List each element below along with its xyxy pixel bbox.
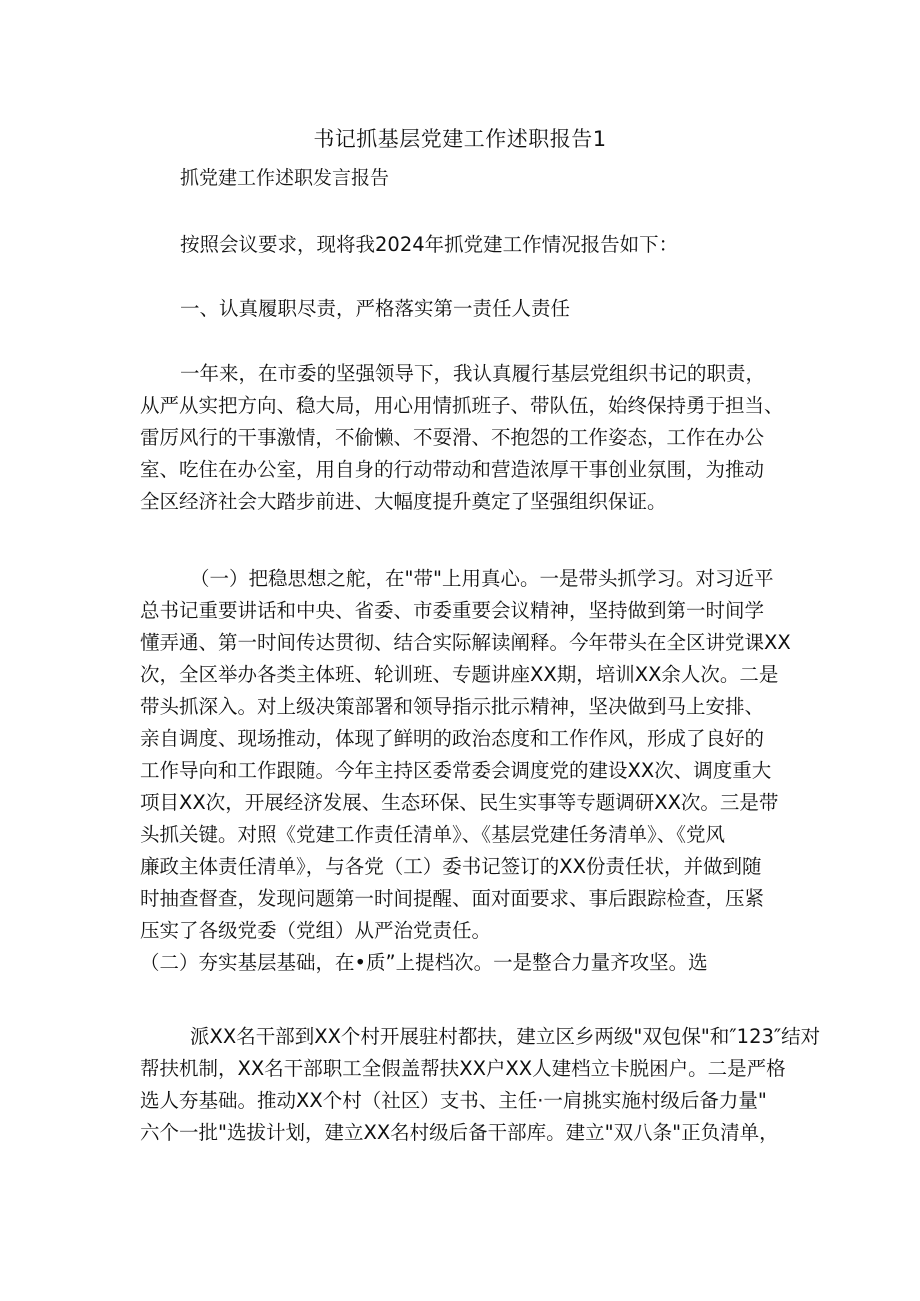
paragraph-line: 从严从实把方向、稳大局，用心用情抓班子、带队伍，始终保持勇于担当、 [140, 394, 784, 417]
paragraph-line: 项目XX次，开展经济发展、生态环保、民生实事等专题调研XX次。三是带 [140, 791, 779, 814]
paragraph-line: 选人夯基础。推动XX个村（社区）支书、主任·一肩挑实施村级后备力量" [140, 1089, 767, 1112]
paragraph-line: 总书记重要讲话和中央、省委、市委重要会议精神，坚持做到第一时间学 [140, 599, 765, 622]
paragraph-line: 时抽查督查，发现问题第一时间提醒、面对面要求、事后跟踪检查，压紧 [140, 887, 765, 910]
paragraph-line: 廉政主体责任清单》，与各党（工）委书记签订的XX份责任状，并做到随 [140, 855, 762, 878]
paragraph-line: 雷厉风行的干事激情，不偷懒、不耍滑、不抱怨的工作姿态，工作在办公 [140, 426, 765, 449]
paragraph-line: 亲自调度、现场推动，体现了鲜明的政治态度和工作作风，形成了良好的 [140, 727, 765, 750]
paragraph-line: 头抓关键。对照《党建工作责任清单》、《基层党建任务清单》、《党风 [140, 823, 726, 846]
section-heading: 一、认真履职尽责，严格落实第一责任人责任 [180, 297, 571, 320]
document-subtitle: 抓党建工作述职发言报告 [180, 167, 390, 189]
paragraph-line: 六个一批"选拔计划，建立XX名村级后备干部库。建立"双八条"正负清单， [140, 1121, 779, 1144]
paragraph-line: 懂弄通、第一时间传达贯彻、结合实际解读阐释。今年带头在全区讲党课XX [140, 631, 791, 654]
paragraph-line: 压实了各级党委（党组）从严治党责任。 [140, 919, 492, 942]
paragraph-line: （二）夯实基层基础，在•质”上提档次。一是整合力量齐攻坚。选 [140, 951, 708, 974]
paragraph-line: 派XX名干部到XX个村开展驻村都扶，建立区乡两级"双包保"和″123″结对 [190, 1025, 821, 1048]
paragraph-line: 帮扶机制，XX名干部职工全假盖帮扶XX户XX人建档立卡脱困户。二是严格 [140, 1057, 786, 1080]
paragraph-line: （一）把稳思想之舵，在"带"上用真心。一是带头抓学习。对习近平 [190, 567, 774, 590]
paragraph-line: 全区经济社会大踏步前进、大幅度提升奠定了坚强组织保证。 [140, 490, 667, 513]
paragraph-line: 室、吃住在办公室，用自身的行动带动和营造浓厚干事创业氛围，为推动 [140, 458, 765, 481]
paragraph-line: 次，全区举办各类主体班、轮训班、专题讲座XX期，培训XX余人次。二是 [140, 663, 779, 686]
document-title: 书记抓基层党建工作述职报告1 [313, 127, 607, 151]
paragraph-line: 工作导向和工作跟随。今年主持区委常委会调度党的建设XX次、调度重大 [140, 759, 772, 782]
paragraph-line: 一年来，在市委的坚强领导下，我认真履行基层党组织书记的职责， [180, 362, 766, 385]
paragraph-line: 带头抓深入。对上级决策部署和领导指示批示精神，坚决做到马上安排、 [140, 695, 765, 718]
intro-line: 按照会议要求，现将我2024年抓党建工作情况报告如下： [180, 233, 679, 256]
